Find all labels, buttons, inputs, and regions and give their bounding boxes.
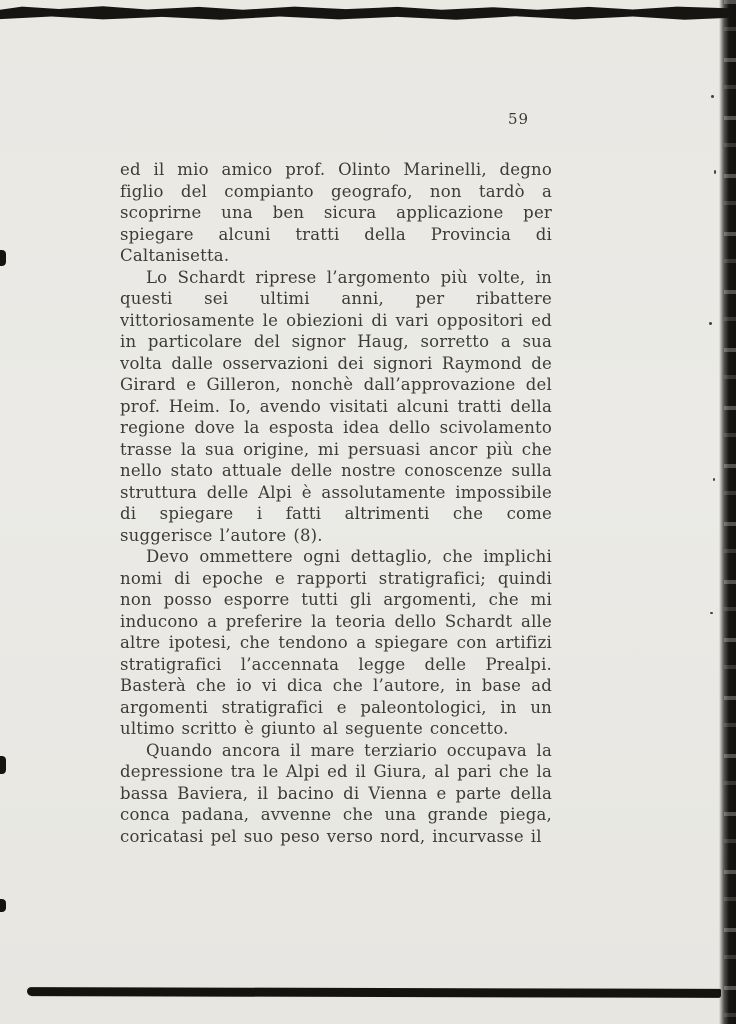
scan-mark <box>0 250 6 266</box>
scan-edge-bottom <box>27 987 721 998</box>
scan-edge-top <box>0 5 736 21</box>
text-block <box>120 159 552 847</box>
scan-edge-right <box>719 0 736 1024</box>
paragraph: ed il mio amico prof. Olinto Marinelli, degno figlio del compianto geografo, non tardò a scoprirne una ben sicura applicazione per spiegare alcuni tratti della Provincia di Caltanisetta. <box>120 160 552 265</box>
page-number: 59 <box>508 110 530 128</box>
scan-mark <box>0 756 6 774</box>
scan-speck <box>709 322 712 325</box>
scan-mark <box>0 899 6 912</box>
paragraph: Quando ancora il mare terziario occupava la depressione tra le Alpi ed il Giura, al pari che la bassa Baviera, il bacino di Vienna e parte della conca padana, avvenne che una grande piega, coricatasi pel suo peso verso nord, incurvasse il <box>120 740 552 846</box>
paragraph: Lo Schardt riprese l’argomento più volte, in questi sei ultimi anni, per ribattere vittoriosamente le obiezioni di vari oppositori ed in particolare del signor Haug, sorretto a sua volta dalle osservazioni dei signori Raymond de Girard e Gilleron, nonchè dall’approvazione del prof. Heim. Io, avendo visitati alcuni tratti della regione dove la esposta idea dello scivolamento trasse la sua origine, mi persuasi ancor più che nello stato attuale delle nostre conoscenze sulla struttura delle Alpi è assolutamente impossibile di spiegare i fatti altrimenti che come suggerisce l’autore (8). <box>120 267 552 545</box>
scan-speck <box>714 170 716 174</box>
scan-speck <box>713 478 715 481</box>
scan-speck <box>711 95 714 98</box>
scan-speck <box>710 612 713 614</box>
paragraph: Devo ommettere ogni dettaglio, che implichi nomi di epoche e rapporti stratigrafici; quindi non posso esporre tutti gli argomenti, che mi inducono a preferire la teoria dello Schardt alle altre ipotesi, che tendono a spiegare con artifizi stratigrafici l’accennata legge delle Prealpi. Basterà che io vi dica che l’autore, in base ad argomenti stratigrafici e paleontologici, in un ultimo scritto è giunto al seguente concetto. <box>120 547 552 738</box>
